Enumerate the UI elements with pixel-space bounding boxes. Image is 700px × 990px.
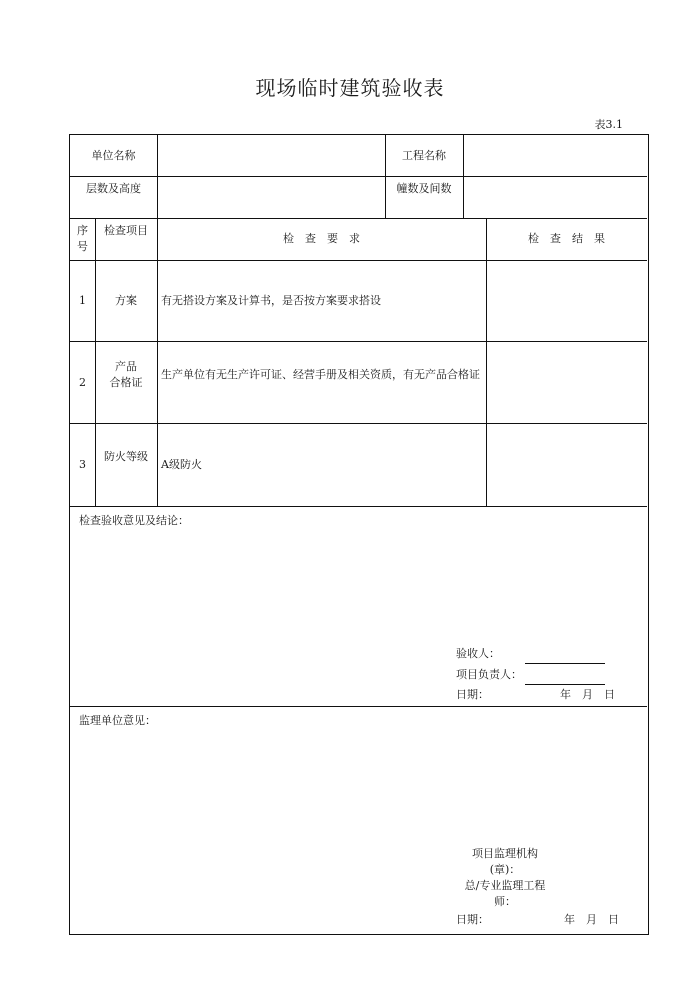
row-3-requirement: A级防火 [161,458,202,471]
buildings-rooms-label: 幢数及间数 [396,182,452,195]
project-name-label: 工程名称 [402,149,446,162]
form-number: 表3.1 [594,118,623,131]
supervision-opinion-label: 监理单位意见： [79,714,156,727]
page-title: 现场临时建筑验收表 [255,76,445,100]
supervising-engineer-label: 总/专业监理工程 [464,879,546,892]
row-1-requirement: 有无搭设方案及计算书，是否按方案要求搭设 [161,294,381,307]
row-2-no: 2 [79,376,86,389]
supervision-date-value: 年 月 日 [564,913,619,926]
inspection-conclusion-label: 检查验收意见及结论： [79,514,189,527]
supervision-date-label: 日期： [456,913,489,926]
column-header-result: 检 查 结 果 [528,232,605,245]
row-1-item: 方案 [115,294,137,307]
row-2-requirement: 生产单位有无生产许可证、经营手册及相关资质，有无产品合格证 [161,368,480,381]
inspection-date-label: 日期： [456,688,489,701]
row-3-item: 防火等级 [104,450,148,463]
unit-name-label: 单位名称 [91,149,136,162]
acceptor-label: 验收人： [456,647,500,660]
row-3-no: 3 [79,458,86,471]
supervision-org-label: 项目监理机构 [472,847,538,860]
row-2-item: 产品 合格证 [109,360,143,389]
column-header-requirement: 检 查 要 求 [283,232,360,245]
project-leader-signature-line[interactable] [525,684,605,685]
acceptance-form-table [69,134,649,935]
project-leader-label: 项目负责人： [456,668,522,681]
acceptor-signature-line[interactable] [525,663,605,664]
supervising-engineer-label-cont: 师： [494,895,516,908]
inspection-date-value: 年 月 日 [560,688,615,701]
column-header-item: 检查项目 [104,224,148,237]
seal-label: (章)： [489,863,521,876]
row-1-no: 1 [79,294,86,307]
floors-height-label: 层数及高度 [86,182,141,195]
column-header-seq: 序号 [77,224,88,253]
